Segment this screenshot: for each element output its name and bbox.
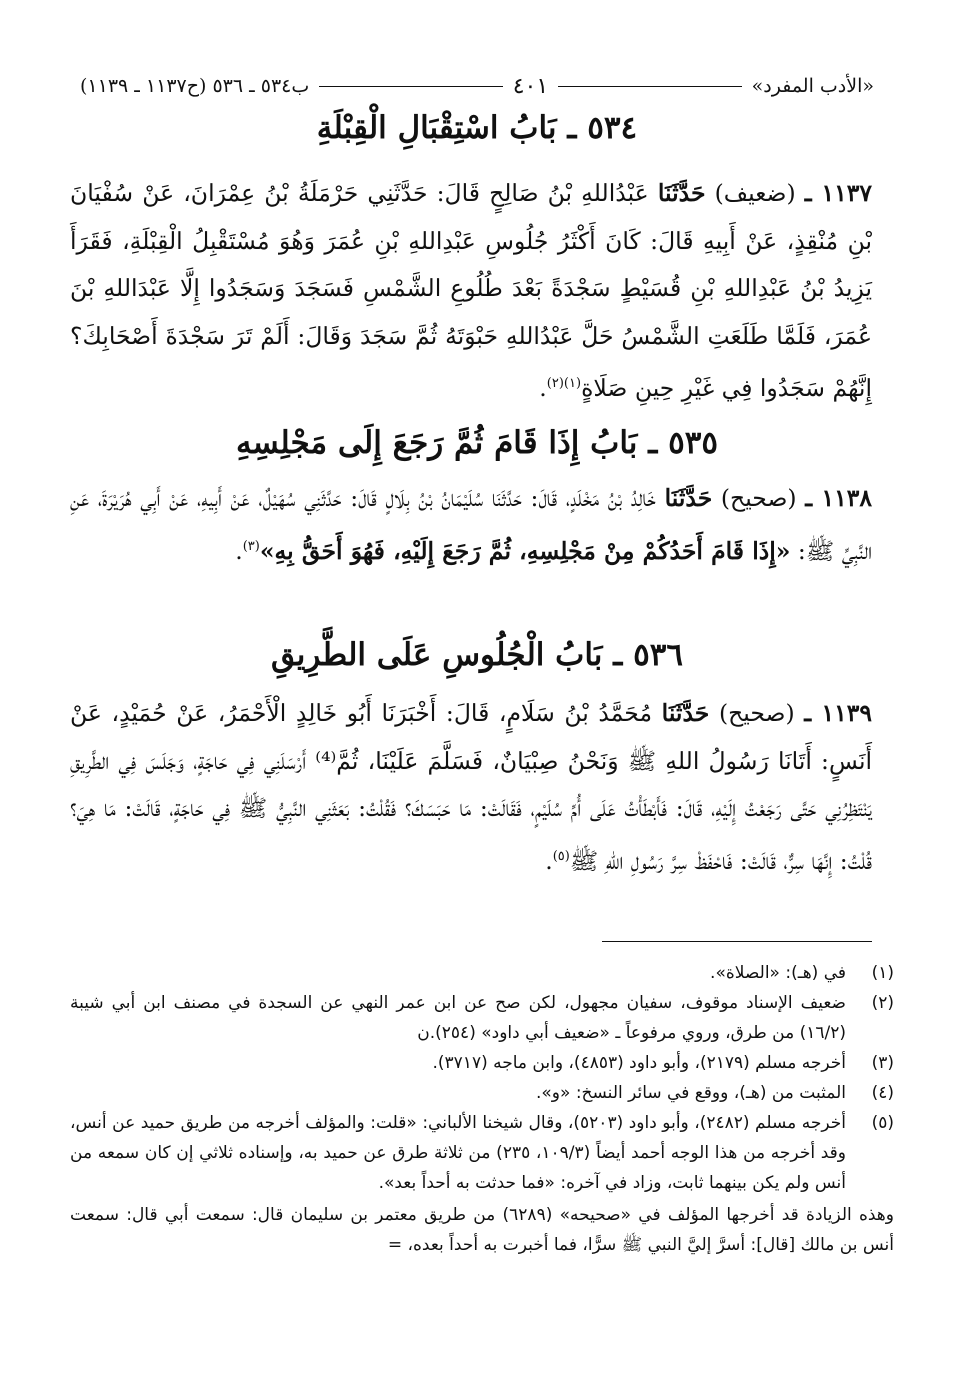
hadith-haddathana: حَدَّثَنَا — [664, 484, 713, 512]
hadith-text: عَبْدُاللهِ بْنُ صَالِحٍ قَالَ: حَدَّثَنِي حَرْمَلَةُ بْنُ عِمْرَانَ، عَنْ سُفْيَانَ بْنِ مُنْقِذٍ، عَنْ أَبِيهِ قَالَ: كَانَ أَكْثَرُ جُلُوسِ عَبْدِاللهِ بْنِ عُمَرَ وَهُوَ مُسْتَقْبِلُ الْقِبْلَةِ، فَقَرَأَ يَزِيدُ بْنُ عَبْدِاللهِ بْنِ قُسَيْطٍ سَجْدَةً بَعْدَ طُلُوعِ الشَّمْسِ فَسَجَدَ وَسَجَدُوا إِلَّا عَبْدَاللهِ بْنَ عُمَرَ، فَلَمَّا طَلَعَتِ الشَّمْسُ حَلَّ عَبْدُاللهِ حَبْوَتَهُ ثُمَّ سَجَدَ وَقَالَ: أَلَمْ تَرَ سَجْدَةَ أَصْحَابِكَ؟ إِنَّهُمْ سَجَدُوا فِي غَيْرِ حِينِ صَلَاةٍ — [70, 179, 872, 402]
hadith-grade: (ضعيف) — [714, 179, 796, 207]
footnote-text: ضعيف الإسناد موقوف، سفيان مجهول، لكن صح عن ابن عمر النهي عن السجدة في مصنف ابن أبي شيبة (١٦/٢) من طرق، وروي مرفوعاً ـ «ضعيف أبي داود» (٢٥٤).ن — [70, 993, 846, 1043]
footnote-text: المثبت من (هـ)، ووقع في سائر النسخ: «و». — [536, 1083, 846, 1103]
chapter-heading: ٥٣٦ ـ بَابُ الْجُلُوسِ عَلَى الطَّرِيقِ — [270, 637, 684, 673]
hadith-number: ١١٣٧ ـ — [804, 179, 872, 207]
header-rule — [558, 86, 741, 87]
footnote — [70, 1108, 894, 1198]
page-number: ٤٠١ — [512, 73, 549, 99]
footnote-text: أخرجه مسلم (٢١٧٩)، وأبو داود (٤٨٥٣)، وابن ماجه (٣٧١٧). — [432, 1053, 846, 1073]
hadith-block — [70, 170, 872, 412]
hadith-matn: «إِذَا قَامَ أَحَدُكُمْ مِنْ مَجْلِسِهِ، ثُمَّ رَجَعَ إِلَيْهِ، فَهُوَ أَحَقُّ بِهِ» — [259, 536, 791, 565]
hadith-block — [70, 690, 872, 885]
hadith-block — [70, 475, 872, 575]
hadith-end: . — [545, 846, 553, 875]
chapter-heading: ٥٣٥ ـ بَابُ إِذَا قَامَ ثُمَّ رَجَعَ إِلَى مَجْلِسِهِ — [235, 425, 719, 461]
hadith-haddathana: حَدَّثَنَا — [661, 699, 710, 727]
hadith-grade: (صحيح) — [718, 699, 795, 727]
hadith-number: ١١٣٨ ـ — [805, 484, 872, 512]
footnote-ref: (١)(٢) — [546, 376, 582, 391]
running-header — [80, 68, 874, 104]
hadith-end: . — [539, 373, 547, 402]
footnote — [70, 1078, 894, 1108]
chapter-range: ب٥٣٤ ـ ٥٣٦ (ح١١٣٧ ـ ١١٣٩) — [80, 75, 310, 97]
book-title: «الأدب المفرد» — [751, 75, 874, 97]
footnote-ref: (٣) — [242, 538, 260, 554]
footnote-ref: (٥) — [552, 848, 570, 864]
footnotes — [70, 958, 894, 1260]
header-rule — [319, 86, 502, 87]
footnote-number: (٤) — [871, 1083, 894, 1103]
footnote-number: (٢) — [871, 993, 894, 1013]
footnote-number: (١) — [871, 963, 894, 983]
footnote-text: في (هـ): «الصلاة». — [710, 963, 846, 983]
footnote-number: (٥) — [871, 1113, 894, 1133]
hadith-text: مُحَمَّدُ بْنُ سَلَامٍ، قَالَ: أَخْبَرَنَا أَبُو خَالِدٍ الْأَحْمَرُ، عَنْ حُمَيْدٍ، عَنْ أَنَسٍ: أَتَانَا رَسُولُ اللهِ ﷺ وَنَحْنُ صِبْيَانٌ، فَسَلَّمَ عَلَيْنَا، ثُمَّ⁽⁴⁾ أَرْسَلَنِي فِي حَاجَةٍ، وَجَلَسَ فِي الطَّرِيقِ يَنْتَظِرُنِي حَتَّى رَجَعْتُ إِلَيْهِ، قَالَ: فَأَبْطَأْتُ عَلَى أُمِّ سُلَيْمٍ، فَقَالَتْ: مَا حَبَسَكَ؟ فَقُلْتُ: بَعَثَنِي النَّبِيُّ ﷺ فِي حَاجَةٍ، قَالَتْ: مَا هِيَ؟ قُلْتُ: إِنَّهَا سِرٌّ، قَالَتْ: فَاحْفَظْ سِرَّ رَسُولِ اللهِ ﷺ — [70, 699, 873, 875]
footnote-number: (٣) — [871, 1053, 894, 1073]
hadith-haddathana: حَدَّثَنَا — [657, 179, 706, 207]
chapter-heading: ٥٣٤ ـ بَابُ اسْتِقْبَالِ الْقِبْلَةِ — [316, 110, 638, 146]
footnote — [70, 1048, 894, 1078]
footnote-continuation: وهذه الزيادة قد أخرجها المؤلف في «صحيحه» (٦٢٨٩) من طريق معتمر بن سليمان قال: سمعت أبي قال: سمعت أنس بن مالك [قال]: أسرَّ إليَّ النبي ﷺ سرًّا، فما أخبرت به أحداً بعده، = — [70, 1205, 894, 1255]
hadith-grade: (صحيح) — [720, 484, 797, 512]
hadith-end: . — [235, 536, 243, 565]
hadith-text: خَالِدُ بْنُ مَخْلَدٍ، قَالَ: حَدَّثَنَا سُلَيْمَانُ بْنُ بِلَالٍ قَالَ: حَدَّثَنِي سُهَيْلٌ، عَنْ أَبِيهِ، عَنْ أَبِي هُرَيْرَةَ، عَنِ النَّبِيِّ ﷺ: — [70, 484, 872, 565]
footnote-divider — [602, 941, 872, 942]
footnote-text: أخرجه مسلم (٢٤٨٢)، وأبو داود (٥٢٠٣)، وقال شيخنا الألباني: «قلت: والمؤلف أخرجه من طريق حميد عن أنس، وقد أخرجه من هذا الوجه أحمد أيضاً (١٠٩/٣، ٢٣٥) من ثلاثة طرق عن حميد به، وإسناده ثلاثي إن كان سمعه من أنس ولم يكن بينهما ثابت، وزاد في آخره: «فما حدثت به أحداً بعد». — [70, 1113, 847, 1193]
footnote — [70, 958, 894, 988]
hadith-number: ١١٣٩ ـ — [804, 699, 872, 727]
footnote — [70, 988, 894, 1048]
